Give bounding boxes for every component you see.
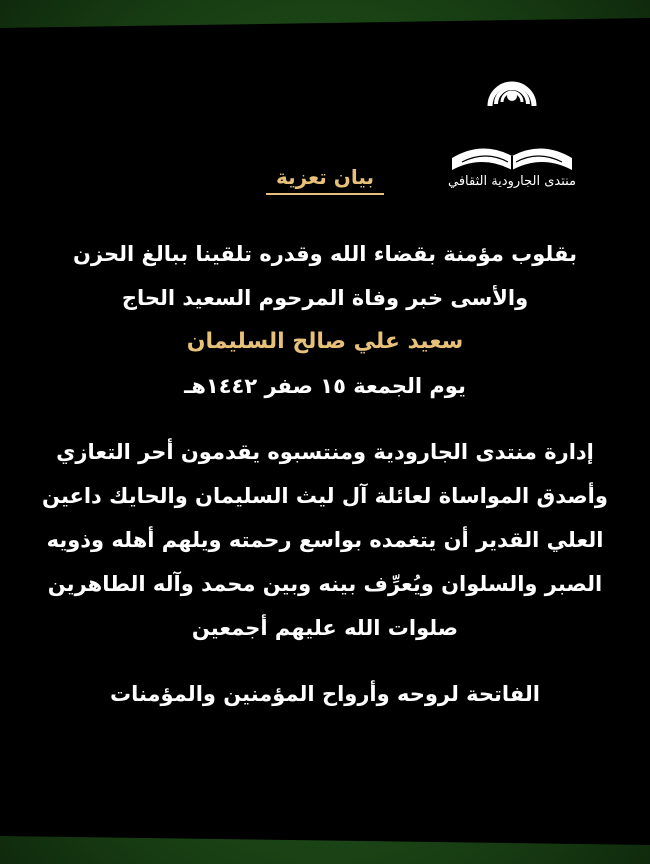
condolence-line: الصبر والسلوان ويُعرِّف بينه وبين محمد وآله الطاهرين — [47, 572, 603, 596]
deceased-name: سعيد علي صالح السليمان — [186, 329, 464, 354]
condolence-line: إدارة منتدى الجارودية ومنتسبوه يقدمون أحر التعازي — [56, 440, 594, 464]
date-line: يوم الجمعة ١٥ صفر ١٤٤٢هـ — [184, 374, 466, 398]
condolence-line: صلوات الله عليهم أجمعين — [191, 616, 459, 640]
title-wrap — [250, 165, 400, 195]
condolence-line: العلي القدير أن يتغمده بواسع رحمته ويلهم أهله وذويه — [46, 528, 604, 552]
logo-name-text: منتدى الجارودية الثقافي — [447, 174, 576, 189]
condolence-line: وأصدق المواساة لعائلة آل ليث السليمان والحايك داعين — [42, 484, 608, 508]
intro-line: والأسى خبر وفاة المرحوم السعيد الحاج — [121, 286, 529, 310]
message-body — [24, 232, 626, 716]
intro-line: بقلوب مؤمنة بقضاء الله وقدره تلقينا ببالغ الحزن — [73, 242, 577, 266]
closing-line: الفاتحة لروحه وأرواح المؤمنين والمؤمنات — [110, 682, 540, 706]
condolence-paragraph — [24, 430, 626, 650]
page-title: بيان تعزية — [266, 165, 384, 195]
